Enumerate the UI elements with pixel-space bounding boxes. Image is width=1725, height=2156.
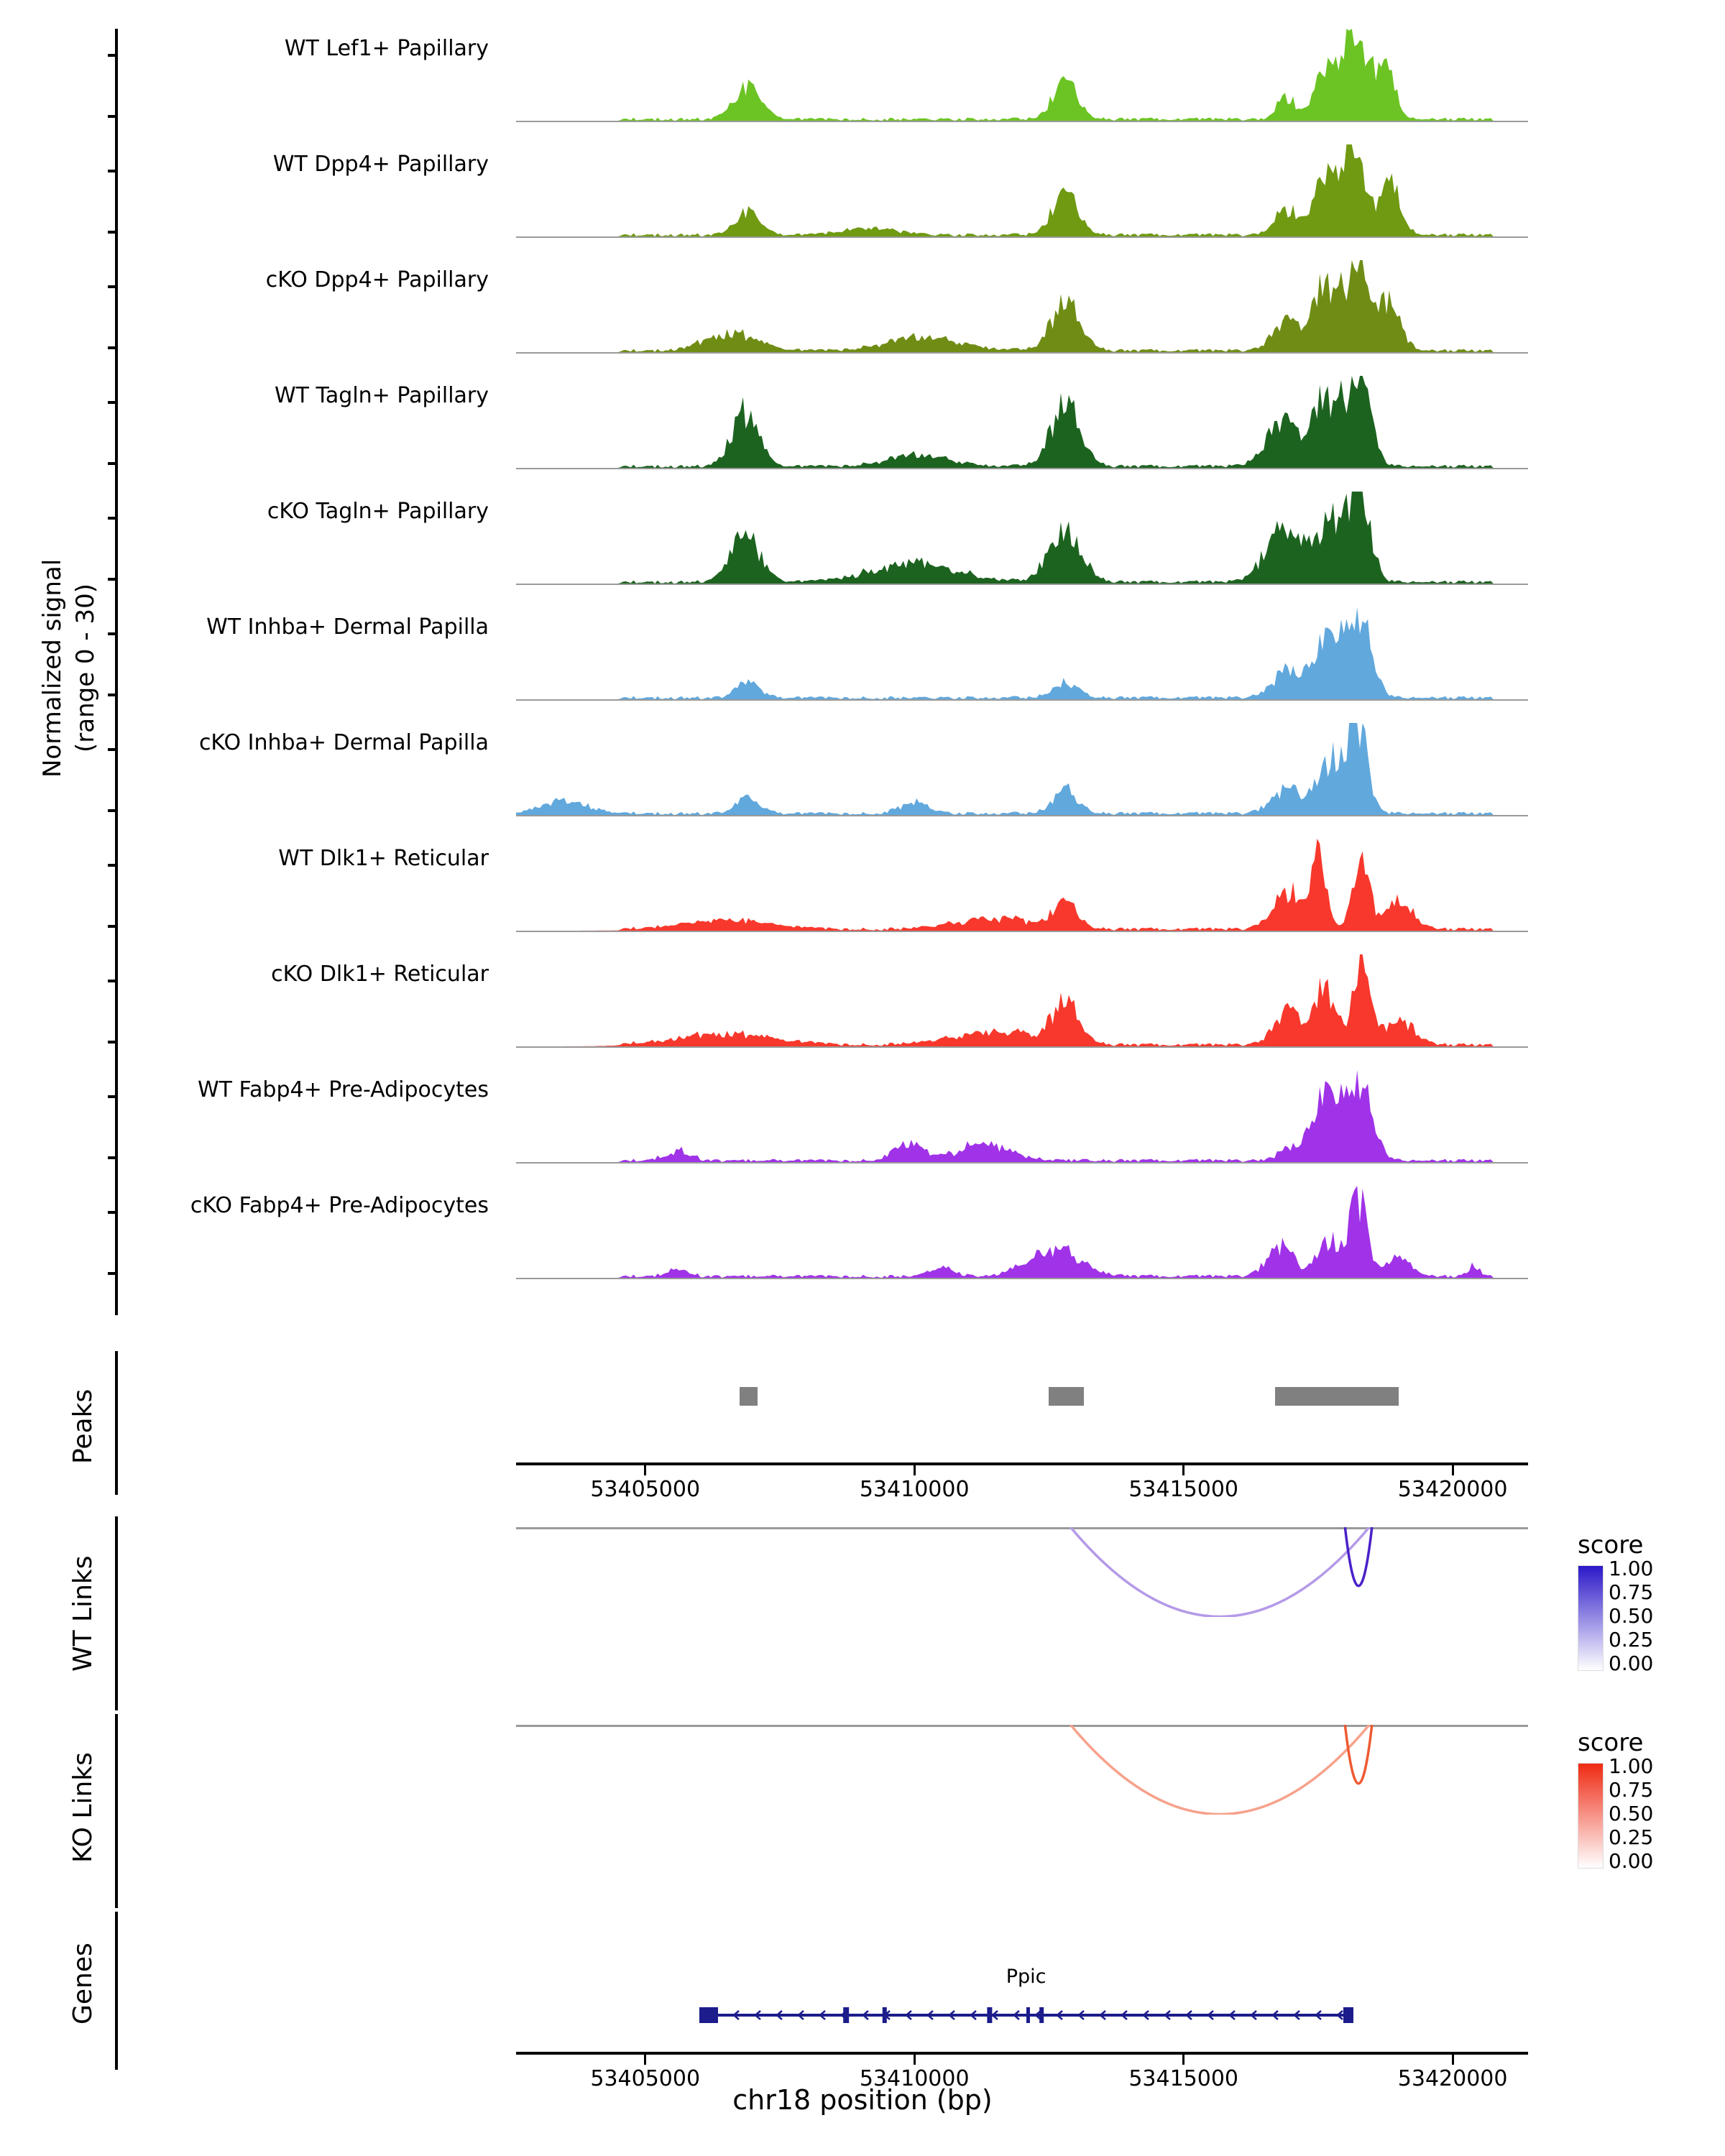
y-axis-tick <box>108 864 118 867</box>
y-axis-label <box>36 503 108 834</box>
track-label: WT Fabp4+ Pre-Adipocytes <box>198 1077 489 1102</box>
track-signal <box>516 839 1528 931</box>
y-axis-tick <box>108 632 118 635</box>
track-signal <box>516 29 1528 121</box>
legend-title: score <box>1578 1728 1644 1757</box>
legend-colorbar <box>1578 1763 1604 1869</box>
x-axis-title: chr18 position (bp) <box>732 2084 993 2116</box>
legend-title: score <box>1578 1531 1644 1560</box>
y-axis-label-line1: Normalized signal <box>38 558 67 778</box>
track-signal <box>516 144 1528 236</box>
track-baseline <box>516 236 1528 238</box>
y-axis-tick <box>108 980 118 982</box>
track-signal <box>516 954 1528 1046</box>
x-axis-tick-label: 53420000 <box>1397 1477 1508 1502</box>
y-axis-tick <box>108 1156 118 1159</box>
track-signal <box>516 723 1528 815</box>
y-axis-label-line2: (range 0 - 30) <box>71 584 100 753</box>
track-baseline <box>516 699 1528 701</box>
wt-links-bracket <box>115 1516 118 1710</box>
legend-colorbar <box>1578 1565 1604 1671</box>
y-axis-tick <box>108 170 118 172</box>
gene-model <box>699 2001 1361 2030</box>
x-axis-tick <box>644 2055 646 2065</box>
y-axis-tick <box>108 401 118 404</box>
y-axis-tick <box>108 1095 118 1098</box>
y-axis-tick <box>108 1272 118 1275</box>
legend-tick-label: 0.75 <box>1609 1580 1654 1604</box>
legend-tick-label: 0.50 <box>1609 1802 1654 1825</box>
legend-tick-label: 0.25 <box>1609 1628 1654 1651</box>
y-axis-tick <box>108 748 118 751</box>
y-axis-tick <box>108 462 118 465</box>
track-baseline <box>516 815 1528 816</box>
y-axis-tick <box>108 694 118 696</box>
y-axis-tick <box>108 578 118 581</box>
peak-region <box>1049 1387 1084 1406</box>
track-label: cKO Inhba+ Dermal Papilla <box>198 730 489 755</box>
track-signal <box>516 1186 1528 1278</box>
x-axis-tick <box>1182 1465 1184 1475</box>
x-axis-tick-label: 53410000 <box>859 2066 970 2091</box>
genes-section-label: Genes <box>68 1943 98 2024</box>
peak-region <box>1275 1387 1399 1406</box>
peaks-section-label: Peaks <box>68 1388 98 1465</box>
track-label: cKO Fabp4+ Pre-Adipocytes <box>190 1193 489 1218</box>
track-baseline <box>516 1162 1528 1164</box>
track-baseline <box>516 584 1528 585</box>
track-label: WT Dpp4+ Papillary <box>272 152 489 177</box>
x-axis-tick <box>1452 2055 1454 2065</box>
legend-tick-label: 0.00 <box>1609 1651 1654 1675</box>
x-axis-bottom <box>516 2052 1528 2055</box>
x-axis-tick <box>1452 1465 1454 1475</box>
track-baseline <box>516 352 1528 354</box>
links-arcs <box>516 1725 1528 1815</box>
x-axis-tick-label: 53405000 <box>590 2066 701 2091</box>
y-axis-tick <box>108 1211 118 1214</box>
ko-links-bracket <box>115 1714 118 1908</box>
legend-tick-label: 1.00 <box>1609 1754 1654 1778</box>
x-axis-tick <box>914 1465 916 1475</box>
track-baseline <box>516 931 1528 932</box>
links-arcs <box>516 1527 1528 1617</box>
track-baseline <box>516 468 1528 469</box>
track-signal <box>516 607 1528 699</box>
x-axis-tick-label: 53415000 <box>1128 2066 1239 2091</box>
y-axis-tick <box>108 115 118 118</box>
track-label: WT Tagln+ Papillary <box>275 383 489 408</box>
track-signal <box>516 492 1528 584</box>
track-signal <box>516 376 1528 468</box>
y-axis-tick <box>108 517 118 520</box>
track-label: WT Lef1+ Papillary <box>284 36 489 61</box>
y-axis-tick <box>108 54 118 57</box>
x-axis-tick <box>644 1465 646 1475</box>
x-axis-top <box>516 1462 1528 1465</box>
x-axis-tick <box>1182 2055 1184 2065</box>
x-axis-tick-label: 53405000 <box>590 1477 701 1502</box>
legend-tick-label: 0.00 <box>1609 1849 1654 1873</box>
y-axis-tick <box>108 346 118 349</box>
x-axis-tick-label: 53415000 <box>1128 1477 1239 1502</box>
legend-tick-label: 0.75 <box>1609 1778 1654 1802</box>
legend-tick-label: 1.00 <box>1609 1557 1654 1580</box>
track-label: cKO Dpp4+ Papillary <box>265 267 489 292</box>
track-label: WT Inhba+ Dermal Papilla <box>206 614 489 640</box>
peaks-bracket <box>115 1351 118 1495</box>
x-axis-tick <box>914 2055 916 2065</box>
legend-tick-label: 0.25 <box>1609 1825 1654 1849</box>
track-baseline <box>516 1046 1528 1048</box>
signal-axis-bracket <box>115 29 118 1315</box>
track-signal <box>516 260 1528 352</box>
ko-links-section-label: KO Links <box>68 1752 98 1863</box>
genes-bracket <box>115 1912 118 2070</box>
peak-region <box>740 1387 758 1406</box>
track-label: WT Dlk1+ Reticular <box>278 846 489 871</box>
y-axis-tick <box>108 809 118 812</box>
y-axis-tick <box>108 925 118 928</box>
y-axis-tick <box>108 231 118 234</box>
track-baseline <box>516 121 1528 122</box>
track-baseline <box>516 1278 1528 1279</box>
wt-links-section-label: WT Links <box>68 1555 98 1672</box>
legend-tick-label: 0.50 <box>1609 1604 1654 1628</box>
track-label: cKO Dlk1+ Reticular <box>271 962 489 987</box>
gene-label: Ppic <box>1006 1966 1046 1988</box>
y-axis-tick <box>108 285 118 288</box>
x-axis-tick-label: 53420000 <box>1397 2066 1508 2091</box>
track-signal <box>516 1070 1528 1162</box>
x-axis-tick-label: 53410000 <box>859 1477 970 1502</box>
y-axis-tick <box>108 1041 118 1044</box>
track-label: cKO Tagln+ Papillary <box>267 499 489 524</box>
